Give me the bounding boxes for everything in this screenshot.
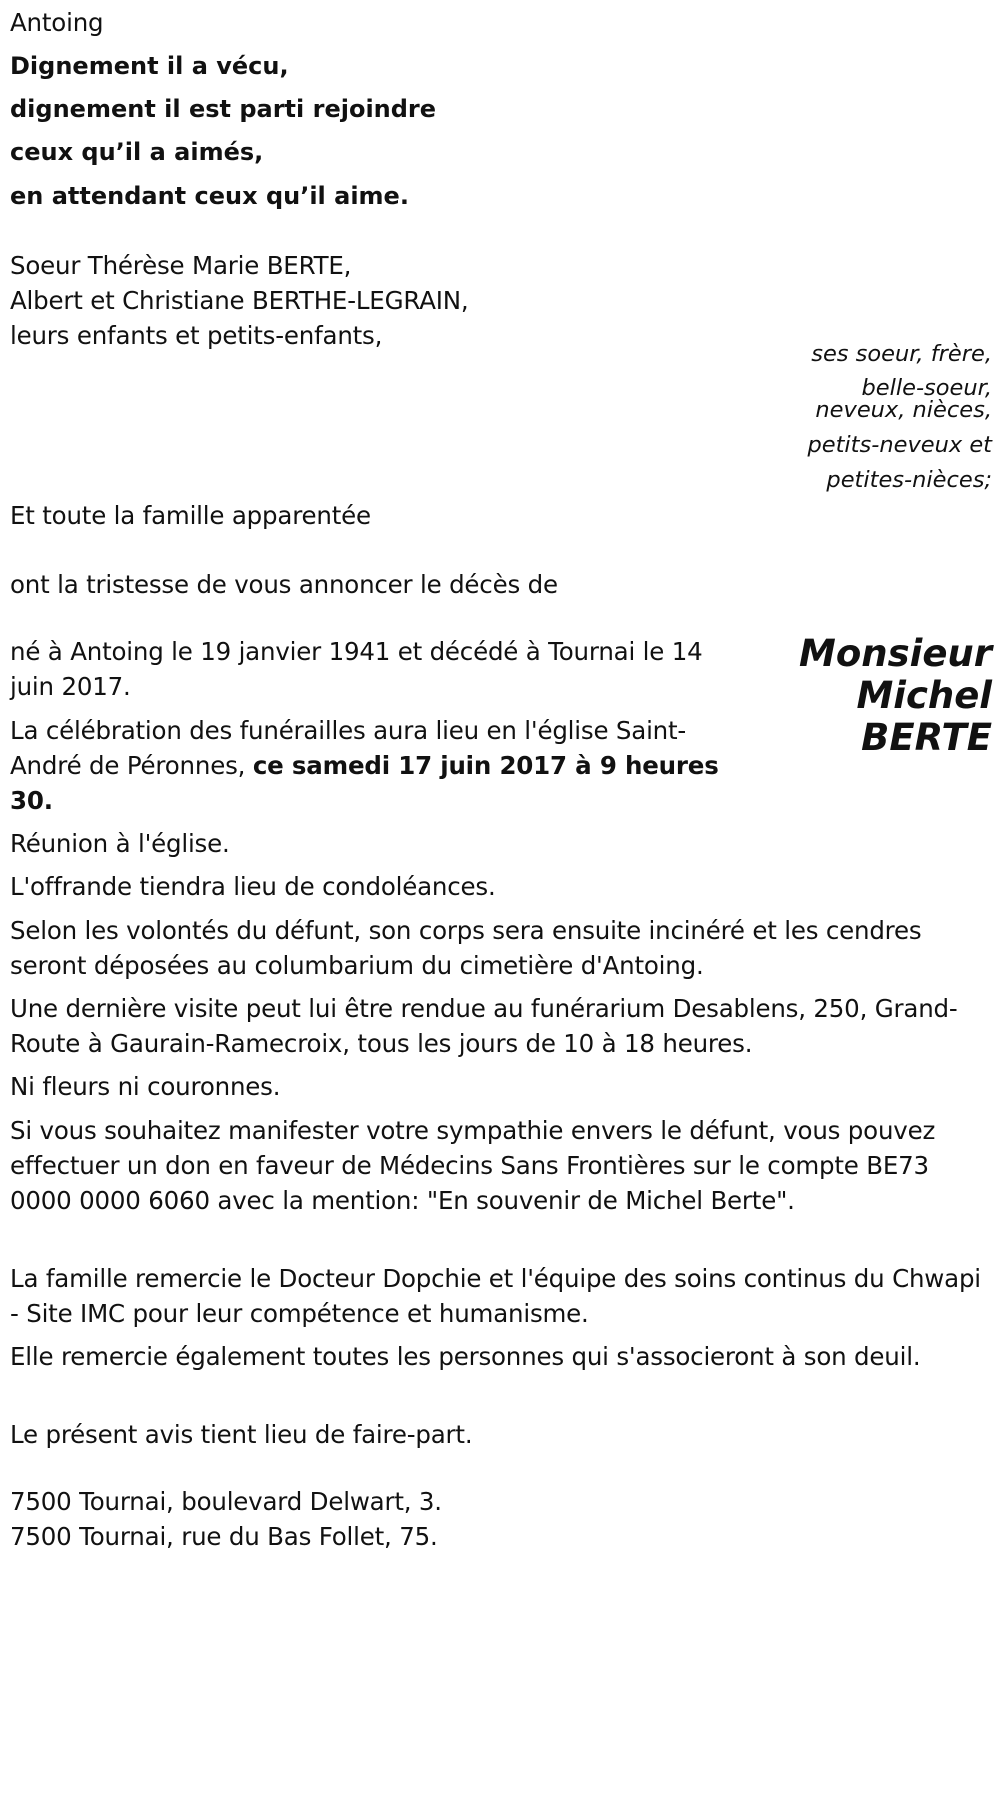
poem-line: en attendant ceux qu’il aime. <box>10 182 409 210</box>
ceremony-location: La célébration des funérailles aura lieu en l'église Saint-André de Péronnes, <box>10 716 687 780</box>
family-member: leurs enfants et petits-enfants, <box>10 321 383 350</box>
donation-text: Si vous souhaitez manifester votre sympathie envers le défunt, vous pouvez effectuer un don en faveur de Médecins Sans Frontières sur le compte BE73 0000 0000 6060 avec la mention: "En souvenir de Michel Berte". <box>10 1116 936 1215</box>
ceremony-text <box>10 713 740 818</box>
deceased-name-line: Michel <box>856 674 992 717</box>
family-relation: petites-nièces; <box>826 467 992 493</box>
cremation-text: Selon les volontés du défunt, son corps sera ensuite inciné​ré et les cendres seront déposées au columbarium du cimetière d'Antoing. <box>10 916 922 980</box>
thanks-doctor-text: La famille remercie le Docteur Dopchie et l'équipe des soins continus du Chwapi - Site IMC pour leur compétence et humanisme. <box>10 1264 981 1328</box>
poem-line: Dignement il a vécu, <box>10 52 289 80</box>
thanks-all-text: Elle remercie également toutes les personnes qui s'associeront à son deuil. <box>10 1342 921 1371</box>
birth-death-text: né à Antoing le 19 janvier 1941 et décédé à Tournai le 14 juin 2017. <box>10 637 703 701</box>
family-extended: Et toute la famille apparentée <box>10 501 371 530</box>
visit-text: Une dernière visite peut lui être rendue au funérarium Desablens, 250, Grand-Route à Gaurain-Ramecroix, tous les jours de 10 à 18 heures. <box>10 994 958 1058</box>
family-relation: belle-soeur, <box>861 375 992 401</box>
meeting-text: Réunion à l'église. <box>10 829 230 858</box>
deceased-name-line: Monsieur <box>799 632 992 675</box>
flowers-text: Ni fleurs ni couronnes. <box>10 1072 281 1101</box>
family-relation: ses soeur, frère, <box>811 341 992 367</box>
poem-line: dignement il est parti rejoindre <box>10 95 437 123</box>
deceased-name-line: BERTE <box>861 716 992 759</box>
announcement: ont la tristesse de vous annoncer le décès de <box>10 570 558 599</box>
poem-line: ceux qu’il a aimés, <box>10 138 264 166</box>
family-member: Albert et Christiane BERTHE-LEGRAIN, <box>10 286 469 315</box>
notice-text: Le présent avis tient lieu de faire-part. <box>10 1420 473 1449</box>
offering-text: L'offrande tiendra lieu de condoléances. <box>10 872 496 901</box>
family-member: Soeur Thérèse Marie BERTE, <box>10 251 352 280</box>
address-line: 7500 Tournai, rue du Bas Follet, 75. <box>10 1522 438 1551</box>
family-relation: petits-neveux et <box>807 432 992 458</box>
family-relation: neveux, nièces, <box>815 397 992 423</box>
address-line: 7500 Tournai, boulevard Delwart, 3. <box>10 1487 442 1516</box>
place-name: Antoing <box>10 8 104 37</box>
ceremony-datetime: ce samedi 17 juin 2017 à 9 heures 30. <box>10 751 719 815</box>
